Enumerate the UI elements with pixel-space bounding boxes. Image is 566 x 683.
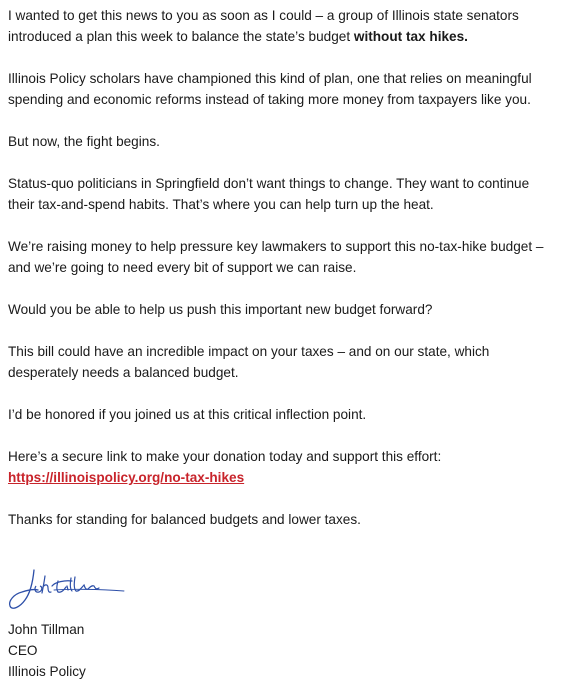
donation-link[interactable]: https://illinoispolicy.org/no-tax-hikes <box>8 470 245 485</box>
intro-text: I wanted to get this news to you as soon as I could – a group of Illinois state senators introduced a plan this week to balance the state’s budget <box>8 8 519 44</box>
sender-org: Illinois Policy <box>8 664 86 679</box>
paragraph-question: Would you be able to help us push this important new budget forward? <box>8 302 433 317</box>
handwritten-signature <box>0 556 140 618</box>
paragraph-fight: But now, the fight begins. <box>8 134 160 149</box>
paragraph-politicians: Status-quo politicians in Springfield don’t want things to change. They want to continue their tax-and-spend habits. That’s where you can help turn up the heat. <box>8 176 530 212</box>
intro-emphasis: without tax hikes. <box>353 29 468 44</box>
paragraph-thanks: Thanks for standing for balanced budgets and lower taxes. <box>8 512 361 527</box>
paragraph-impact: This bill could have an incredible impact on your taxes – and on our state, which desperately needs a balanced budget. <box>8 344 490 380</box>
sender-name: John Tillman <box>8 622 85 637</box>
paragraph-raising-money: We’re raising money to help pressure key lawmakers to support this no-tax-hike budget – and we’re going to need every bit of support we can raise. <box>8 239 544 275</box>
donation-text: Here’s a secure link to make your donation today and support this effort: <box>8 449 442 464</box>
paragraph-honored: I’d be honored if you joined us at this critical inflection point. <box>8 407 367 422</box>
paragraph-donation <box>8 446 558 488</box>
sender-title: CEO <box>8 643 38 658</box>
paragraph-scholars: Illinois Policy scholars have championed this kind of plan, one that relies on meaningful spending and economic reforms instead of taking more money from taxpayers like you. <box>8 71 532 107</box>
paragraph-intro <box>8 5 558 47</box>
signoff-block <box>8 619 86 682</box>
